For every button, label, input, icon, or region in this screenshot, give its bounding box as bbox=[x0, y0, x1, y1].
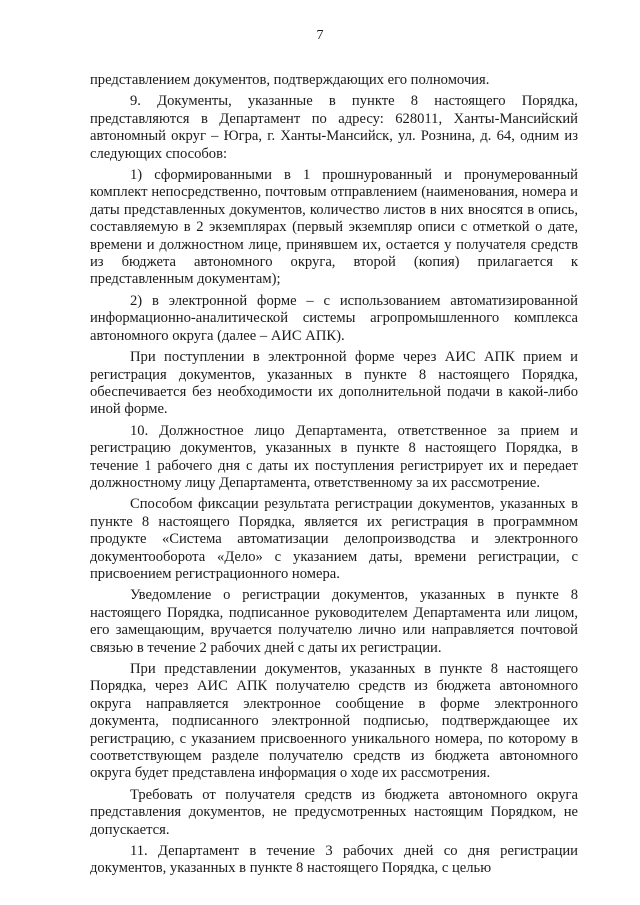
document-body bbox=[90, 72, 578, 882]
paragraph-method-1: 1) сформированными в 1 прошнурованный и пронумерованный комплект непосредственно, почтовым отправлением (наименования, номера и даты представленных документов, количество листов в них вносятся в опись, составляемую в 2 экземплярах (первый экземпляр описи с отметкой о дате, времени и должностном лице, принявшем их, остается у получателя средств из бюджета автономного округа, второй (копия) прилагается к представленным документам); bbox=[90, 167, 578, 288]
paragraph-notification: Уведомление о регистрации документов, указанных в пункте 8 настоящего Порядка, подписанное руководителем Департамента или лицом, его замещающим, вручается получателю лично или направляется почтовой связью в течение 2 рабочих дней с даты их регистрации. bbox=[90, 587, 578, 656]
paragraph-prohibition: Требовать от получателя средств из бюджета автономного округа представления документов, не предусмотренных настоящим Порядком, не допускается. bbox=[90, 786, 578, 838]
paragraph-electronic-receipt: При поступлении в электронной форме через АИС АПК прием и регистрация документов, указанных в пункте 8 настоящего Порядка, обеспечивается без необходимости их дополнительной подачи в какой-либо иной форме. bbox=[90, 349, 578, 418]
paragraph-method-2: 2) в электронной форме – с использованием автоматизированной информационно-аналитической системы агропромышленного комплекса автономного округа (далее – АИС АПК). bbox=[90, 292, 578, 344]
page-number: 7 bbox=[316, 28, 324, 43]
paragraph-item-11: 11. Департамент в течение 3 рабочих дней со дня регистрации документов, указанных в пункте 8 настоящего Порядка, с целью bbox=[90, 843, 578, 877]
paragraph-item-10: 10. Должностное лицо Департамента, ответственное за прием и регистрацию документов, указанных в пункте 8 настоящего Порядка, в течение 1 рабочего дня с даты их поступления регистрирует их и передает должностному лицу Департамента, ответственному за их рассмотрение. bbox=[90, 422, 578, 491]
paragraph-continuation: представлением документов, подтверждающих его полномочия. bbox=[90, 72, 490, 88]
paragraph-item-9: 9. Документы, указанные в пункте 8 настоящего Порядка, представляются в Департамент по адресу: 628011, Ханты-Мансийский автономный округ – Югра, г. Ханты-Мансийск, ул. Рознина, д. 64, одним из следующих способов: bbox=[90, 93, 578, 162]
paragraph-ais-notification: При представлении документов, указанных в пункте 8 настоящего Порядка, через АИС АПК получателю средств из бюджета автономного округа направляется электронное сообщение в форме электронного документа, подписанного электронной подписью, подтверждающее их регистрацию, с указанием присвоенного уникального номера, по которому в соответствующем разделе получателю средств из бюджета автономного округа будет представлена информация о ходе их рассмотрения. bbox=[90, 661, 578, 782]
paragraph-registration-method: Способом фиксации результата регистрации документов, указанных в пункте 8 настоящего Порядка, является их регистрация в программном продукте «Система автоматизации делопроизводства и электронного документооборота «Дело» с указанием даты, времени регистрации, с присвоением регистрационного номера. bbox=[90, 496, 578, 582]
